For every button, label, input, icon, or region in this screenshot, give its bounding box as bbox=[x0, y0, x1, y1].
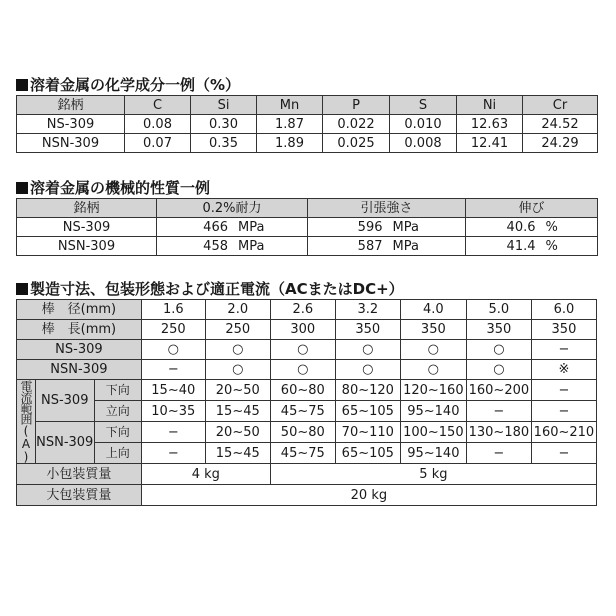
availability-cell: ○ bbox=[205, 360, 270, 380]
current-cell: 60~80 bbox=[270, 380, 335, 401]
diameter-cell: 2.6 bbox=[270, 300, 335, 320]
mechanical-header-row bbox=[17, 199, 598, 218]
header-cr: Cr bbox=[523, 96, 598, 115]
current-cell: 10~35 bbox=[141, 401, 205, 422]
length-cell: 350 bbox=[466, 320, 531, 340]
current-brand-label: NS-309 bbox=[35, 380, 94, 422]
current-cell: 95~140 bbox=[400, 443, 466, 464]
current-cell: 15~40 bbox=[141, 380, 205, 401]
current-cell: 100~150 bbox=[400, 422, 466, 443]
header-si: Si bbox=[191, 96, 257, 115]
manufacturing-table bbox=[16, 299, 597, 506]
length-cell: 250 bbox=[205, 320, 270, 340]
chemical-header-row bbox=[17, 96, 598, 115]
chemical-table bbox=[16, 95, 598, 153]
value-cell: 0.022 bbox=[323, 115, 390, 134]
header-s: S bbox=[390, 96, 457, 115]
header-mn: Mn bbox=[257, 96, 323, 115]
value-cell: 0.008 bbox=[390, 134, 457, 153]
value-cell: 0.07 bbox=[125, 134, 191, 153]
current-cell: 80~120 bbox=[335, 380, 400, 401]
position-label: 下向 bbox=[94, 380, 141, 401]
position-label: 上向 bbox=[94, 443, 141, 464]
manufacturing-section-title: 製造寸法、包装形態および適正電流（ACまたはDC+） bbox=[16, 278, 404, 299]
length-cell: 350 bbox=[335, 320, 400, 340]
availability-cell: ※ bbox=[531, 360, 596, 380]
availability-cell: ○ bbox=[335, 340, 400, 360]
current-cell: − bbox=[141, 422, 205, 443]
header-elongation: 伸び bbox=[466, 199, 598, 218]
current-row bbox=[17, 401, 597, 422]
yield-cell: 458 MPa bbox=[157, 237, 308, 256]
square-bullet-icon bbox=[16, 182, 28, 194]
current-cell: − bbox=[531, 380, 596, 401]
yield-cell: 466 MPa bbox=[157, 218, 308, 237]
small-pack-value: 5 kg bbox=[270, 464, 596, 485]
length-cell: 250 bbox=[141, 320, 205, 340]
header-tensile: 引張強さ bbox=[308, 199, 466, 218]
large-pack-label: 大包装質量 bbox=[17, 485, 142, 506]
position-label: 下向 bbox=[94, 422, 141, 443]
table-row bbox=[17, 237, 598, 256]
header-brand: 銘柄 bbox=[17, 199, 157, 218]
value-cell: 0.025 bbox=[323, 134, 390, 153]
mechanical-table bbox=[16, 198, 598, 256]
value-cell: 0.30 bbox=[191, 115, 257, 134]
availability-cell: ○ bbox=[466, 360, 531, 380]
value-cell: 1.89 bbox=[257, 134, 323, 153]
diameter-row bbox=[17, 300, 597, 320]
current-brand-label: NSN-309 bbox=[35, 422, 94, 464]
tensile-cell: 596 MPa bbox=[308, 218, 466, 237]
current-cell: 65~105 bbox=[335, 401, 400, 422]
header-yield: 0.2%耐力 bbox=[157, 199, 308, 218]
availability-cell: − bbox=[141, 360, 205, 380]
current-cell: 160~200 bbox=[466, 380, 531, 401]
value-cell: 0.35 bbox=[191, 134, 257, 153]
chemical-section-title: 溶着金属の化学成分一例（%） bbox=[16, 74, 240, 95]
length-cell: 300 bbox=[270, 320, 335, 340]
header-p: P bbox=[323, 96, 390, 115]
large-pack-row bbox=[17, 485, 597, 506]
length-row bbox=[17, 320, 597, 340]
current-cell: 130~180 bbox=[466, 422, 531, 443]
diameter-cell: 4.0 bbox=[400, 300, 466, 320]
elongation-cell: 40.6 % bbox=[466, 218, 598, 237]
large-pack-value: 20 kg bbox=[141, 485, 596, 506]
header-ni: Ni bbox=[457, 96, 523, 115]
tensile-cell: 587 MPa bbox=[308, 237, 466, 256]
diameter-cell: 5.0 bbox=[466, 300, 531, 320]
brand-cell: NS-309 bbox=[17, 218, 157, 237]
table-row bbox=[17, 134, 598, 153]
brand-label: NS-309 bbox=[17, 340, 142, 360]
current-cell: 20~50 bbox=[205, 380, 270, 401]
table-row bbox=[17, 218, 598, 237]
value-cell: 24.29 bbox=[523, 134, 598, 153]
availability-cell: ○ bbox=[335, 360, 400, 380]
brand-cell: NSN-309 bbox=[17, 134, 125, 153]
value-cell: 24.52 bbox=[523, 115, 598, 134]
diameter-cell: 1.6 bbox=[141, 300, 205, 320]
current-row bbox=[17, 443, 597, 464]
current-cell: 20~50 bbox=[205, 422, 270, 443]
diameter-cell: 3.2 bbox=[335, 300, 400, 320]
square-bullet-icon bbox=[16, 79, 28, 91]
current-cell: 45~75 bbox=[270, 401, 335, 422]
value-cell: 0.010 bbox=[390, 115, 457, 134]
availability-row bbox=[17, 340, 597, 360]
value-cell: 12.41 bbox=[457, 134, 523, 153]
current-cell: − bbox=[466, 443, 531, 464]
length-cell: 350 bbox=[400, 320, 466, 340]
diameter-cell: 2.0 bbox=[205, 300, 270, 320]
current-cell: 50~80 bbox=[270, 422, 335, 443]
value-cell: 12.63 bbox=[457, 115, 523, 134]
small-pack-value: 4 kg bbox=[141, 464, 270, 485]
current-cell: 15~45 bbox=[205, 401, 270, 422]
availability-cell: ○ bbox=[205, 340, 270, 360]
elongation-cell: 41.4 % bbox=[466, 237, 598, 256]
current-cell: 65~105 bbox=[335, 443, 400, 464]
brand-label: NSN-309 bbox=[17, 360, 142, 380]
current-cell: − bbox=[466, 401, 531, 422]
current-cell: 15~45 bbox=[205, 443, 270, 464]
current-row bbox=[17, 380, 597, 401]
availability-cell: ○ bbox=[400, 360, 466, 380]
square-bullet-icon bbox=[16, 283, 28, 295]
current-cell: 45~75 bbox=[270, 443, 335, 464]
length-cell: 350 bbox=[531, 320, 596, 340]
position-label: 立向 bbox=[94, 401, 141, 422]
value-cell: 1.87 bbox=[257, 115, 323, 134]
diameter-cell: 6.0 bbox=[531, 300, 596, 320]
current-cell: 120~160 bbox=[400, 380, 466, 401]
current-cell: 95~140 bbox=[400, 401, 466, 422]
small-pack-label: 小包装質量 bbox=[17, 464, 142, 485]
current-cell: − bbox=[141, 443, 205, 464]
availability-cell: ○ bbox=[141, 340, 205, 360]
table-row bbox=[17, 115, 598, 134]
header-c: C bbox=[125, 96, 191, 115]
availability-row bbox=[17, 360, 597, 380]
current-cell: 70~110 bbox=[335, 422, 400, 443]
availability-cell: ○ bbox=[400, 340, 466, 360]
diameter-label: 棒 径(mm) bbox=[17, 300, 142, 320]
brand-cell: NSN-309 bbox=[17, 237, 157, 256]
current-range-label: 電流範囲(A) bbox=[17, 380, 36, 464]
current-cell: − bbox=[531, 443, 596, 464]
availability-cell: ○ bbox=[466, 340, 531, 360]
header-brand: 銘柄 bbox=[17, 96, 125, 115]
current-cell: 160~210 bbox=[531, 422, 596, 443]
small-pack-row bbox=[17, 464, 597, 485]
length-label: 棒 長(mm) bbox=[17, 320, 142, 340]
value-cell: 0.08 bbox=[125, 115, 191, 134]
mechanical-section-title: 溶着金属の機械的性質一例 bbox=[16, 177, 210, 198]
current-row bbox=[17, 422, 597, 443]
availability-cell: − bbox=[531, 340, 596, 360]
availability-cell: ○ bbox=[270, 340, 335, 360]
availability-cell: ○ bbox=[270, 360, 335, 380]
current-cell: − bbox=[531, 401, 596, 422]
brand-cell: NS-309 bbox=[17, 115, 125, 134]
